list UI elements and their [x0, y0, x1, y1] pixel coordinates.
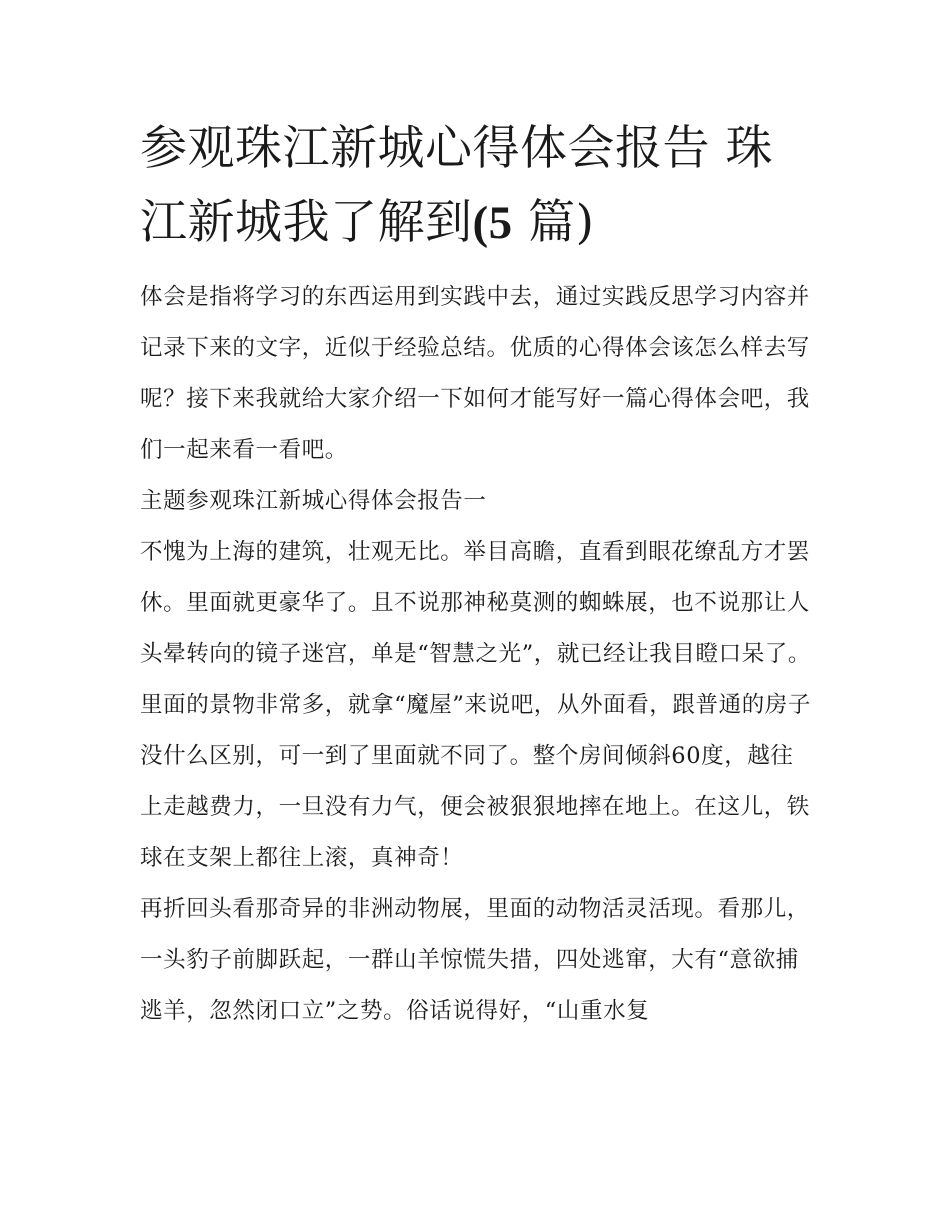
title-suffix: 篇)	[512, 195, 595, 250]
body-paragraph: 里面的景物非常多，就拿“魔屋”来说吧，从外面看，跟普通的房子没什么区别，可一到了里面就不同了。整个房间倾斜60度，越往上走越费力，一旦没有力气，便会被狠狠地摔在地上。在这儿，铁球在支架上都往上滚，真神奇！	[140, 692, 812, 871]
body-paragraph: 不愧为上海的建筑，壮观无比。举目高瞻，直看到眼花缭乱方才罢休。里面就更豪华了。且不说那神秘莫测的蜘蛛展，也不说那让人头晕转向的镜子迷宫，单是“智慧之光”，就已经让我目瞪口呆了。	[140, 539, 812, 667]
section-heading: 主题参观珠江新城心得体会报告一	[140, 488, 487, 514]
document-title	[140, 112, 820, 260]
title-text: 参观珠江新城心得体会报告 珠江新城我了解到	[140, 121, 773, 250]
body-paragraph: 再折回头看那奇异的非洲动物展，里面的动物活灵活现。看那儿，一头豹子前脚跃起，一群山羊惊慌失措，四处逃窜，大有“意欲捕逃羊，忽然闭口立”之势。俗话说得好，“山重水复	[140, 896, 810, 1024]
title-count: (5	[472, 197, 513, 249]
document-body	[140, 272, 812, 1037]
intro-paragraph: 体会是指将学习的东西运用到实践中去，通过实践反思学习内容并记录下来的文字，近似于经验总结。优质的心得体会该怎么样去写呢？接下来我就给大家介绍一下如何才能写好一篇心得体会吧，我们一起来看一看吧。	[140, 284, 810, 463]
